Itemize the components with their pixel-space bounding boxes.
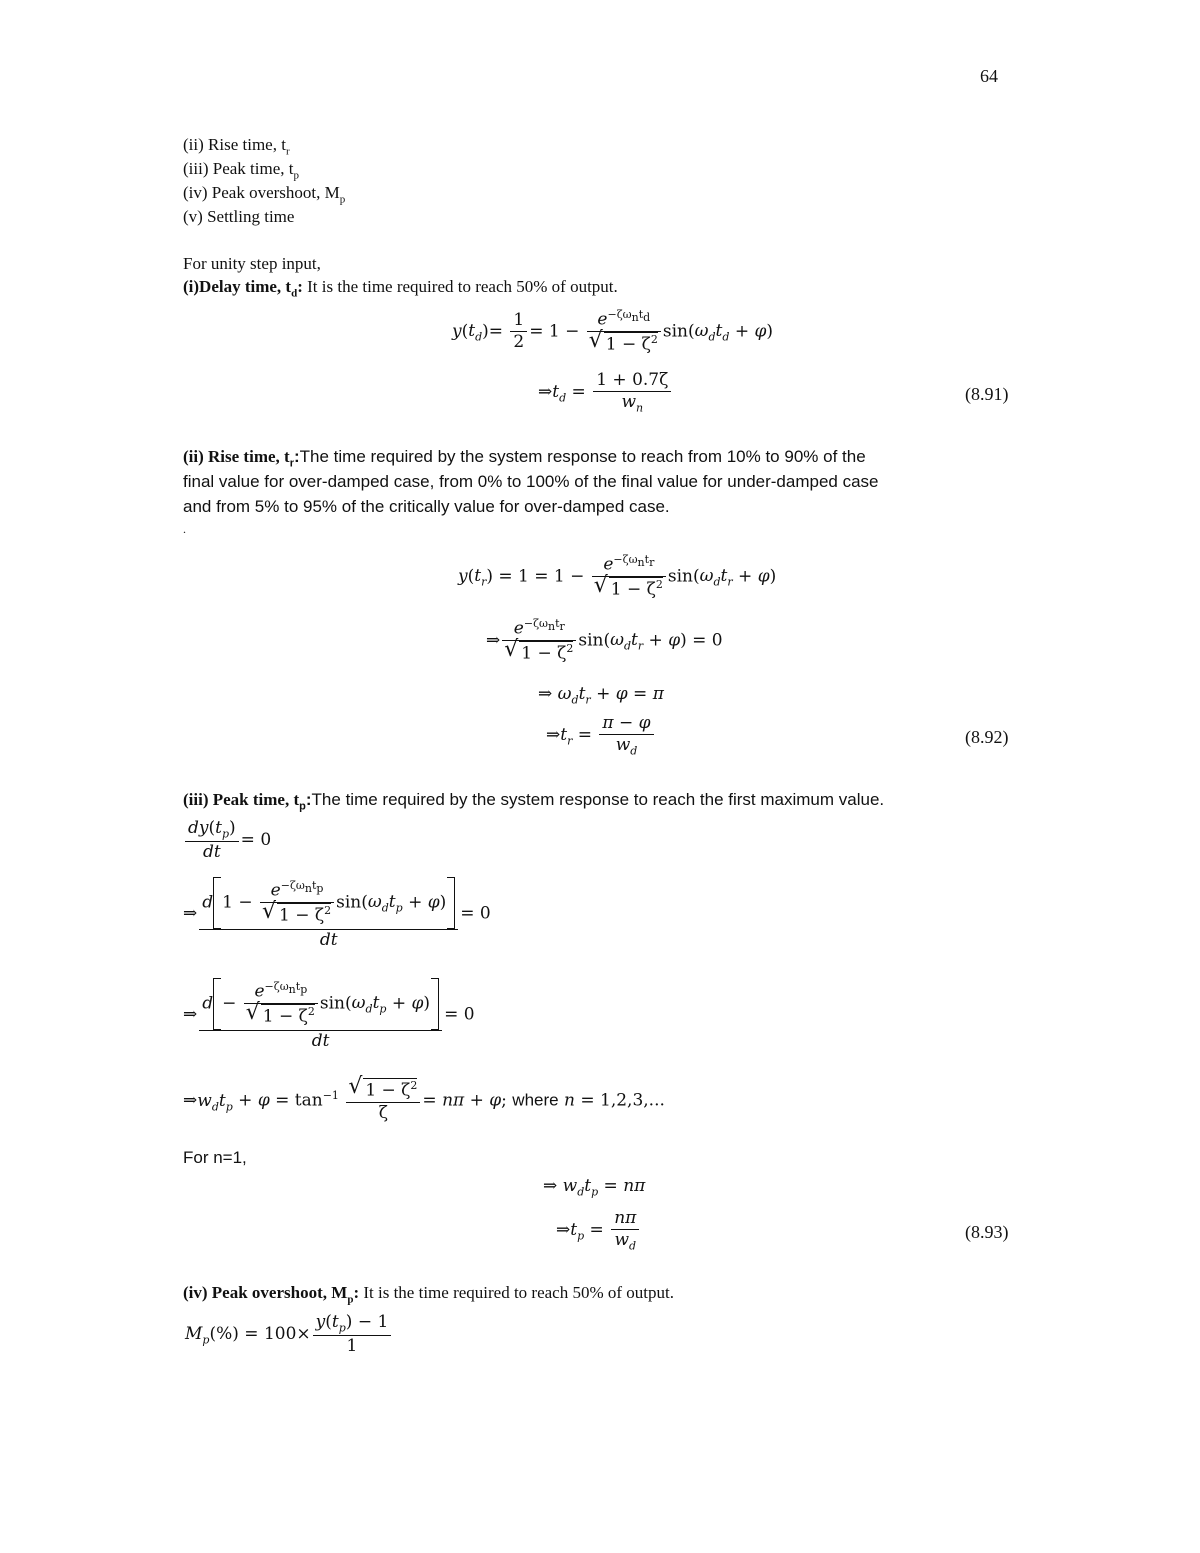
equation-number-8-92: (8.92) — [965, 727, 1009, 747]
list-item-peak-overshoot: (iv) Peak overshoot, $M_p$ — [183, 183, 346, 206]
intro-text: For unity step input, — [183, 254, 321, 273]
equation-peak-4: $\Rightarrow w_dt_p + \varphi = \tan^{-1}$ √ $\frac{1 - \zeta^2}{\zeta}$ = nπ + φ; where n = 1,2,3,... — [183, 1078, 665, 1124]
equation-peak-2: ⇒ d 1 − $e^{-\zeta\omega_nt_p}$ √ $1 - \zeta^2$ $\sin(\omega_dt_p + \varphi)$ dt = 0 — [183, 877, 491, 951]
equation-rise-2: ⇒ $e^{-\zeta\omega_nt_r}$ √ $1 - \zeta^2$ $\sin(\omega_dt_r + \varphi) = 0$ — [486, 617, 723, 665]
equation-peak-3: ⇒ d − $e^{-\zeta\omega_nt_p}$ √ $1 - \zeta^2$ $\sin(\omega_dt_p + \varphi)$ dt = 0 — [183, 978, 475, 1052]
equation-rise-4: $\Rightarrow t_r$ = $\frac{\pi - \varphi}{w_d}$ — [546, 713, 656, 758]
rise-time-paragraph-line-1: (ii) Rise time, $t_r:The$ time required by the system response to reach from 10% to 90% of the — [183, 447, 866, 470]
list-item-rise-time: (ii) Rise time, $t_r$ — [183, 135, 290, 158]
equation-peak-5: ⇒ $w_dt_p = n\pi$ — [543, 1176, 646, 1199]
list-item-settling-time: (v) Settling time — [183, 207, 295, 226]
rise-time-paragraph-line-3: and from 5% to 95% of the critically value for over-damped case. — [183, 497, 670, 516]
peak-overshoot-paragraph: (iv) Peak overshoot, $M_p$: It is the time required to reach 50% of output. — [183, 1283, 674, 1306]
list-item-peak-time: (iii) Peak time, $t_p$ — [183, 159, 299, 182]
stray-dot: . — [183, 522, 186, 536]
delay-time-paragraph: (i)Delay time, $t_d$: It is the time required to reach 50% of output. — [183, 277, 618, 300]
page-number: 64 — [980, 66, 998, 86]
equation-delay-1: $y(t_d)=$ $\frac{1}{2}$ = 1 − $e^{-\zeta\omega_nt_d}$ √ $1 - \zeta^2$ $\sin(\omega_dt_d + \varphi)$ — [452, 308, 773, 356]
equation-number-8-93: (8.93) — [965, 1222, 1009, 1242]
equation-peak-1: $\frac{dy(t_p)}{dt}$ = 0 — [183, 818, 271, 863]
equation-peak-6: $\Rightarrow t_p$ = $\frac{n\pi}{w_d}$ — [556, 1208, 641, 1253]
equation-delay-2: $\Rightarrow t_d$ = $\frac{1 + 0.7\zeta}{w_n}$ — [538, 370, 673, 415]
rise-time-paragraph-line-2: final value for over-damped case, from 0% to 100% of the final value for under-damped case — [183, 472, 879, 491]
for-n-equals-1: For n=1, — [183, 1148, 247, 1167]
equation-overshoot: $M_p(\%) = 100\times$ $\frac{y(t_p) - 1}{1}$ — [185, 1312, 393, 1357]
peak-time-paragraph: (iii) Peak time, $t_p:The$ time required by the system response to reach the first maximum value. — [183, 790, 885, 813]
equation-rise-3: ⇒ $\omega_dt_r + \varphi = \pi$ — [538, 684, 664, 707]
equation-number-8-91: (8.91) — [965, 384, 1009, 404]
equation-rise-1: $y(t_r) = 1 = 1$ − $e^{-\zeta\omega_nt_r}$ √ $1 - \zeta^2$ $\sin(\omega_dt_r + \varphi)$ — [458, 553, 776, 601]
